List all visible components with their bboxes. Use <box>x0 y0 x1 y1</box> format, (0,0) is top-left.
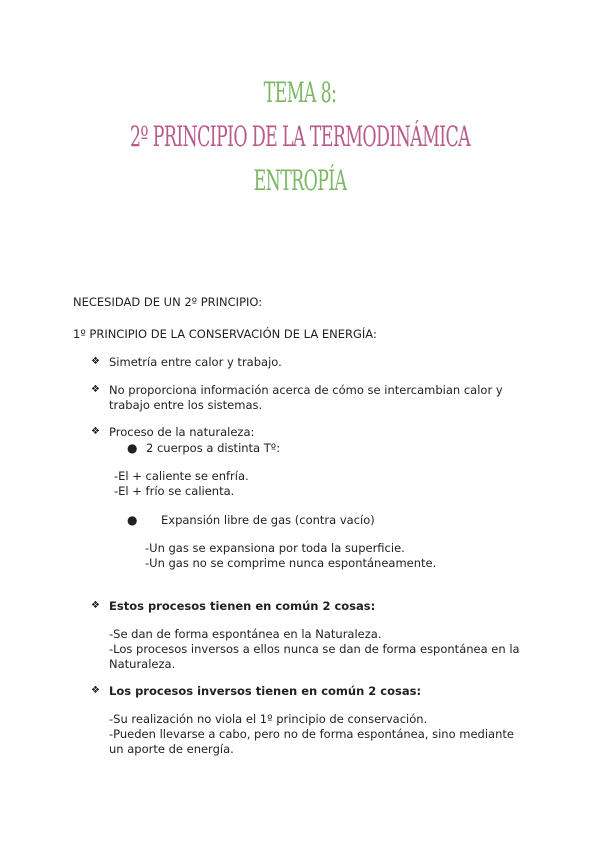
heading-necesidad: NECESIDAD DE UN 2º PRINCIPIO: <box>73 295 263 309</box>
bullet-simetria: Simetría entre calor y trabajo. <box>109 355 282 369</box>
heading-primer-principio: 1º PRINCIPIO DE LA CONSERVACIÓN DE LA ENERGÍA: <box>73 327 377 341</box>
title-line-3: ENTROPÍA <box>253 164 347 197</box>
b4-a: -Se dan de forma espontánea en la Naturaleza. <box>109 627 382 641</box>
bullet-informacion-line1: No proporciona información acerca de cómo se intercambian calor y <box>109 383 503 397</box>
diamond-bullet-icon: ❖ <box>91 384 100 395</box>
bullet-proceso: Proceso de la naturaleza: <box>109 425 255 439</box>
b4-b-line1: -Los procesos inversos a ellos nunca se dan de forma espontánea en la <box>109 642 520 656</box>
sub-expansion-b: -Un gas no se comprime nunca espontáneamente. <box>145 556 437 570</box>
sub-expansion-a: -Un gas se expansiona por toda la superficie. <box>145 541 405 555</box>
diamond-bullet-icon: ❖ <box>91 685 100 696</box>
dot-bullet-icon: ● <box>127 441 138 455</box>
sub-cuerpos-a: -El + caliente se enfría. <box>114 469 249 483</box>
dot-bullet-icon: ● <box>127 513 138 527</box>
sub-cuerpos-b: -El + frío se calienta. <box>114 484 235 498</box>
b5-b-line1: -Pueden llevarse a cabo, pero no de forma espontánea, sino mediante <box>109 727 514 741</box>
title-line-1: TEMA 8: <box>263 76 337 109</box>
title-line-2: 2º PRINCIPIO DE LA TERMODINÁMICA <box>129 120 471 153</box>
bullet-estos-procesos: Estos procesos tienen en común 2 cosas: <box>109 599 376 613</box>
bullet-procesos-inversos: Los procesos inversos tienen en común 2 cosas: <box>109 684 422 698</box>
b4-b-line2: Naturaleza. <box>109 657 176 671</box>
diamond-bullet-icon: ❖ <box>91 600 100 611</box>
sub-cuerpos: 2 cuerpos a distinta Tº: <box>146 441 281 455</box>
diamond-bullet-icon: ❖ <box>91 356 100 367</box>
b5-a: -Su realización no viola el 1º principio de conservación. <box>109 712 428 726</box>
b5-b-line2: un aporte de energía. <box>109 742 234 756</box>
sub-expansion: Expansión libre de gas (contra vacío) <box>161 513 375 527</box>
bullet-informacion-line2: trabajo entre los sistemas. <box>109 398 263 412</box>
diamond-bullet-icon: ❖ <box>91 426 100 437</box>
